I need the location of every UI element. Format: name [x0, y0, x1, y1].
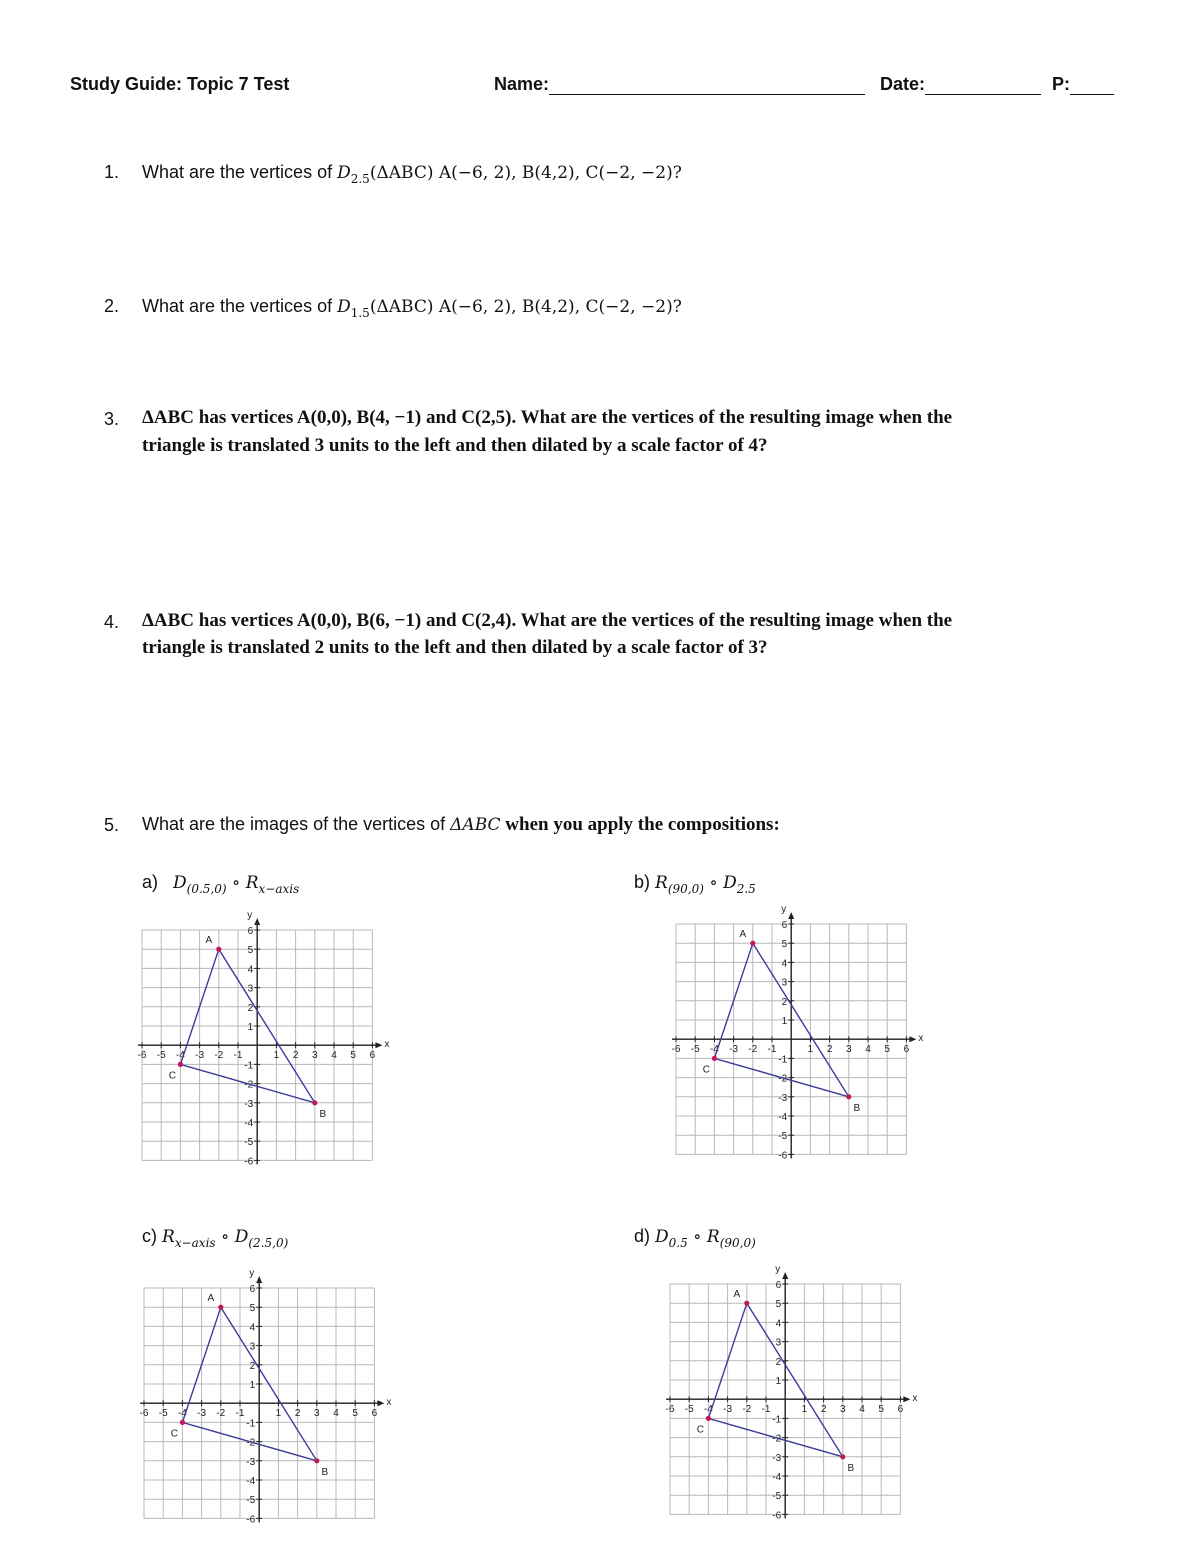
x-tick-label: -2	[742, 1404, 752, 1416]
vertex-point-a	[218, 1305, 223, 1310]
question-5-suffix: when you apply the compositions:	[500, 814, 780, 835]
y-tick-label: 2	[247, 1002, 254, 1014]
x-tick-label: -2	[214, 1050, 224, 1062]
y-tick-label: 3	[247, 983, 254, 995]
y-tick-label: -4	[778, 1112, 788, 1123]
graph-part-c	[132, 1262, 402, 1526]
y-tick-label: 4	[781, 958, 788, 970]
period-field[interactable]	[1052, 74, 1114, 95]
y-axis-arrow-icon	[788, 912, 794, 919]
vertex-point-a	[750, 941, 755, 946]
question-1	[142, 158, 682, 193]
x-tick-label: 6	[897, 1404, 904, 1416]
y-tick-label: -6	[778, 1150, 788, 1162]
vertex-label-a: A	[205, 935, 213, 947]
question-3-number: 3.	[104, 409, 120, 429]
y-tick-label: 3	[781, 977, 788, 989]
graph-part-a	[130, 904, 400, 1168]
graph-part-b	[664, 898, 934, 1162]
x-tick-label: 5	[884, 1044, 890, 1056]
y-tick-label: 6	[775, 1280, 782, 1291]
question-2	[142, 292, 682, 327]
y-tick-label: -6	[246, 1514, 256, 1526]
y-tick-label: -3	[244, 1098, 254, 1110]
x-tick-label: 4	[865, 1044, 871, 1056]
vertex-label-c: C	[696, 1424, 705, 1436]
x-tick-label: 5	[350, 1050, 356, 1062]
vertex-label-a: A	[207, 1293, 215, 1305]
vertex-label-b: B	[853, 1102, 861, 1114]
question-1-operator: D	[337, 163, 351, 183]
x-axis-arrow-icon	[377, 1400, 384, 1406]
x-tick-label: -3	[195, 1050, 205, 1062]
x-tick-label: -3	[723, 1404, 733, 1416]
x-tick-label: 5	[878, 1404, 884, 1416]
x-axis-label: x	[918, 1033, 924, 1045]
vertex-point-b	[314, 1458, 319, 1463]
part-b-label: b) $R_{(90,0)}$ ∘ $D_{2.5}$	[634, 872, 756, 896]
x-tick-label: -4	[703, 1404, 713, 1416]
x-tick-label: -4	[709, 1044, 719, 1056]
y-tick-label: 4	[249, 1322, 256, 1334]
vertex-label-b: B	[321, 1466, 329, 1478]
vertex-point-b	[846, 1094, 851, 1099]
y-tick-label: 1	[247, 1022, 254, 1033]
y-tick-label: 2	[781, 996, 788, 1008]
date-blank[interactable]	[925, 76, 1041, 95]
x-axis-arrow-icon	[375, 1042, 382, 1048]
question-1-prefix: What are the vertices of	[142, 162, 338, 182]
y-tick-label: -1	[244, 1060, 254, 1072]
x-tick-label: -6	[671, 1044, 681, 1056]
x-tick-label: 5	[352, 1408, 358, 1420]
x-tick-label: 3	[314, 1408, 320, 1420]
x-tick-label: 4	[331, 1050, 337, 1062]
question-1-args: (ΔABC) A(−6, 2), B(4,2), C(−2, −2)?	[369, 163, 682, 183]
x-tick-label: 3	[846, 1044, 852, 1056]
x-tick-label: 3	[840, 1404, 846, 1416]
x-tick-label: -3	[197, 1408, 207, 1420]
name-field[interactable]	[494, 74, 865, 95]
part-c-label: c) $R_{x-axis}$ ∘ $D_{(2.5,0)}$	[142, 1226, 289, 1250]
y-tick-label: -3	[246, 1456, 256, 1468]
x-tick-label: -5	[690, 1044, 700, 1056]
y-tick-label: -1	[772, 1414, 782, 1426]
vertex-label-c: C	[170, 1428, 179, 1440]
y-tick-label: 1	[781, 1016, 788, 1027]
x-tick-label: 2	[294, 1408, 301, 1420]
x-tick-label: 1	[275, 1408, 282, 1420]
name-blank[interactable]	[549, 76, 865, 95]
y-tick-label: -1	[246, 1418, 256, 1430]
x-tick-label: -6	[665, 1404, 675, 1416]
y-tick-label: -4	[246, 1476, 256, 1487]
question-4-number: 4.	[104, 612, 120, 632]
vertex-point-c	[178, 1062, 183, 1067]
x-tick-label: 6	[903, 1044, 910, 1056]
vertex-point-a	[216, 947, 221, 952]
question-3-line-1: ΔABC has vertices A(0,0), B(4, −1) and C(2,5). What are the vertices of the resulting image when the	[142, 407, 953, 428]
vertex-point-c	[180, 1420, 185, 1425]
y-tick-label: -5	[244, 1137, 254, 1149]
question-2-operator-sub: 1.5	[350, 306, 370, 320]
y-tick-label: 4	[247, 964, 254, 976]
x-tick-label: 1	[273, 1050, 280, 1062]
x-tick-label: -6	[139, 1408, 149, 1420]
vertex-point-c	[706, 1416, 711, 1421]
question-2-prefix: What are the vertices of	[142, 296, 338, 316]
y-tick-label: -6	[244, 1156, 254, 1168]
x-tick-label: -4	[177, 1408, 187, 1420]
question-2-args: (ΔABC) A(−6, 2), B(4,2), C(−2, −2)?	[369, 297, 682, 317]
vertex-label-a: A	[739, 929, 747, 941]
y-tick-label: -4	[244, 1118, 254, 1129]
question-5-triangle: ΔABC	[450, 815, 501, 835]
y-tick-label: 6	[249, 1284, 256, 1295]
y-tick-label: 1	[249, 1380, 256, 1391]
x-tick-label: -4	[175, 1050, 185, 1062]
x-axis-arrow-icon	[903, 1396, 910, 1402]
vertex-point-b	[312, 1100, 317, 1105]
period-blank[interactable]	[1070, 76, 1114, 95]
y-tick-label: 6	[781, 920, 788, 931]
y-axis-arrow-icon	[782, 1272, 788, 1279]
vertex-label-c: C	[168, 1070, 177, 1082]
x-tick-label: -1	[235, 1408, 245, 1420]
question-3-line-2: triangle is translated 3 units to the left and then dilated by a scale factor of 4?	[142, 435, 768, 456]
worksheet-title: Study Guide: Topic 7 Test	[70, 74, 290, 94]
y-tick-label: -4	[772, 1472, 782, 1483]
x-tick-label: 6	[369, 1050, 376, 1062]
y-tick-label: -3	[778, 1092, 788, 1104]
x-tick-label: 2	[292, 1050, 299, 1062]
y-tick-label: 2	[249, 1360, 256, 1372]
x-tick-label: -2	[216, 1408, 226, 1420]
x-tick-label: -1	[761, 1404, 771, 1416]
y-tick-label: -6	[772, 1510, 782, 1522]
vertex-label-b: B	[319, 1108, 327, 1120]
x-tick-label: 1	[801, 1404, 808, 1416]
question-5-number: 5.	[104, 815, 120, 835]
x-tick-label: 1	[807, 1044, 814, 1056]
x-tick-label: -2	[748, 1044, 758, 1056]
x-tick-label: -3	[729, 1044, 739, 1056]
y-tick-label: -2	[246, 1437, 256, 1449]
y-tick-label: 5	[781, 939, 788, 951]
y-tick-label: -3	[772, 1452, 782, 1464]
y-tick-label: -1	[778, 1054, 788, 1066]
x-tick-label: 4	[859, 1404, 865, 1416]
question-5-prefix: What are the images of the vertices of	[142, 814, 451, 834]
name-label: Name:	[494, 74, 550, 94]
x-axis-label: x	[384, 1039, 390, 1051]
vertex-label-a: A	[733, 1289, 741, 1301]
vertex-point-b	[840, 1454, 845, 1459]
y-tick-label: 6	[247, 926, 254, 937]
y-tick-label: 5	[247, 945, 254, 957]
question-4-line-2: triangle is translated 2 units to the left and then dilated by a scale factor of 3?	[142, 637, 768, 658]
y-axis-arrow-icon	[256, 1276, 262, 1283]
y-axis-label: y	[247, 910, 253, 921]
y-axis-arrow-icon	[254, 918, 260, 925]
question-5	[142, 810, 780, 839]
x-axis-label: x	[912, 1393, 918, 1405]
y-tick-label: 3	[775, 1337, 782, 1349]
x-tick-label: -6	[137, 1050, 147, 1062]
question-1-number: 1.	[104, 162, 120, 182]
x-axis-arrow-icon	[909, 1036, 916, 1042]
x-tick-label: -5	[158, 1408, 168, 1420]
x-tick-label: -1	[233, 1050, 243, 1062]
y-axis-label: y	[775, 1264, 781, 1275]
graph-part-d	[658, 1258, 928, 1522]
question-2-operator: D	[337, 297, 351, 317]
vertex-point-a	[744, 1301, 749, 1306]
y-tick-label: -2	[772, 1433, 782, 1445]
y-tick-label: -2	[244, 1079, 254, 1091]
y-axis-label: y	[249, 1268, 255, 1279]
x-tick-label: -5	[156, 1050, 166, 1062]
part-d-label: d) $D_{0.5}$ ∘ $R_{(90,0)}$	[634, 1226, 756, 1250]
question-4-line-1: ΔABC has vertices A(0,0), B(6, −1) and C(2,4). What are the vertices of the resulting image when the	[142, 610, 953, 631]
vertex-label-c: C	[702, 1064, 711, 1076]
x-axis-label: x	[386, 1397, 392, 1409]
x-tick-label: 3	[312, 1050, 318, 1062]
y-tick-label: -5	[778, 1131, 788, 1143]
date-label: Date:	[880, 74, 926, 94]
question-2-number: 2.	[104, 296, 120, 316]
period-label: P:	[1052, 74, 1070, 94]
y-tick-label: 2	[775, 1356, 782, 1368]
y-tick-label: -5	[772, 1491, 782, 1503]
part-a-label: a) $D_{(0.5,0)}$ ∘ $R_{x-axis}$	[142, 872, 300, 896]
x-tick-label: 6	[371, 1408, 378, 1420]
y-tick-label: 1	[775, 1376, 782, 1387]
question-1-operator-sub: 2.5	[350, 172, 370, 186]
y-tick-label: -2	[778, 1073, 788, 1085]
x-tick-label: -1	[767, 1044, 777, 1056]
x-tick-label: 2	[826, 1044, 833, 1056]
date-field[interactable]	[880, 74, 1041, 95]
y-tick-label: 4	[775, 1318, 782, 1330]
vertex-label-b: B	[847, 1462, 855, 1474]
y-tick-label: -5	[246, 1495, 256, 1507]
x-tick-label: 4	[333, 1408, 339, 1420]
vertex-point-c	[712, 1056, 717, 1061]
y-tick-label: 5	[249, 1303, 256, 1315]
x-tick-label: -5	[684, 1404, 694, 1416]
y-tick-label: 3	[249, 1341, 256, 1353]
y-tick-label: 5	[775, 1299, 782, 1311]
y-axis-label: y	[781, 904, 787, 915]
x-tick-label: 2	[820, 1404, 827, 1416]
